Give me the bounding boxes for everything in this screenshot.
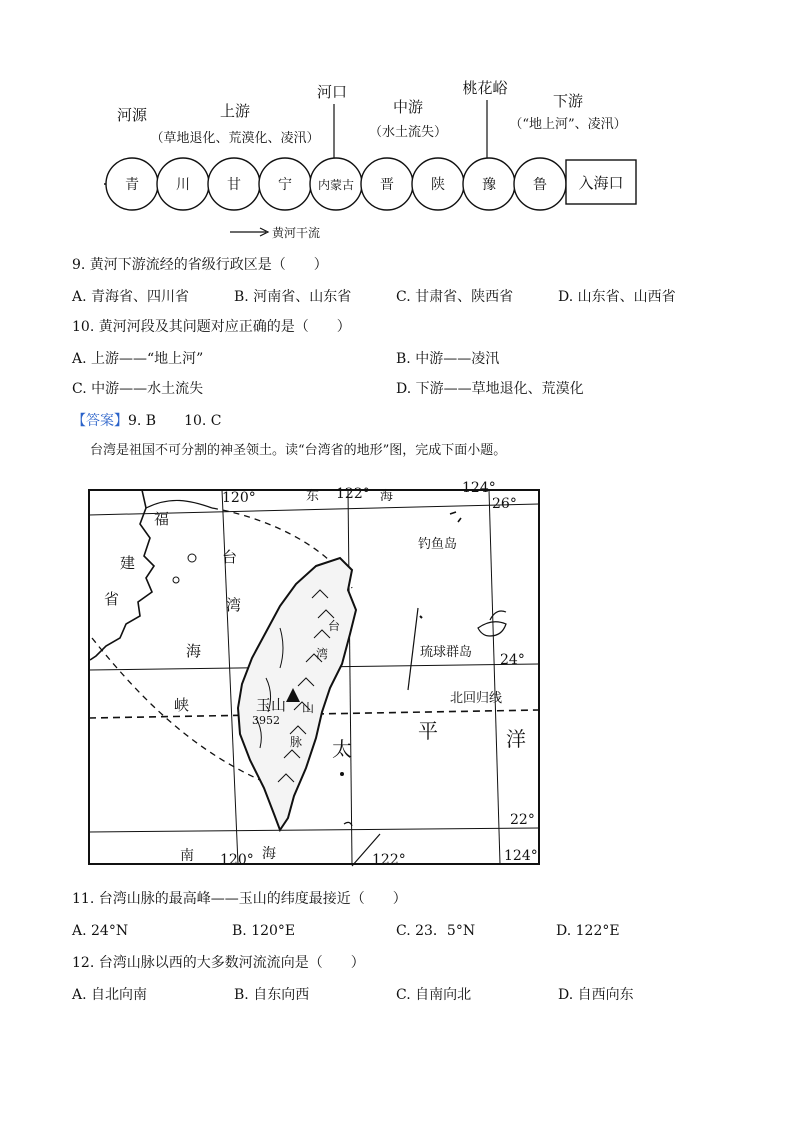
province-label: 鲁 <box>533 177 547 193</box>
q11-option-d: D. 122°E <box>556 923 620 939</box>
east-sea-label-1: 东 <box>306 489 320 504</box>
q11-option-c: C. 23．5°N <box>396 923 476 939</box>
province-circles <box>106 158 566 210</box>
province-label: 宁 <box>278 177 292 193</box>
ocean-label-2: 平 <box>418 719 438 743</box>
ocean-label-3: 洋 <box>506 727 526 751</box>
strait-label-3: 海 <box>186 642 202 660</box>
province-label: 陕 <box>431 177 445 193</box>
q10-option-d: D. 下游——草地退化、荒漠化 <box>396 381 584 397</box>
q12-option-b: B. 自东向西 <box>234 987 310 1003</box>
label-middle-reach-issues: （水土流失） <box>368 125 448 140</box>
q10-option-c: C. 中游——水土流失 <box>72 381 204 397</box>
province-label: 甘 <box>227 177 241 193</box>
strait-label-4: 峡 <box>174 696 190 714</box>
q10-option-a: A. 上游——“地上河” <box>72 351 204 367</box>
lon-top-124: 124° <box>462 480 496 496</box>
lon-bottom-122: 122° <box>372 852 406 868</box>
label-lower-reach-issues: （“地上河”、凌汛） <box>509 117 627 132</box>
q11-option-a: A. 24°N <box>72 923 129 939</box>
sea-mouth-label: 入海口 <box>578 174 624 192</box>
province-label: 青 <box>125 177 139 193</box>
label-middle-reach: 中游 <box>392 98 424 116</box>
yellow-river-diagram <box>90 60 650 250</box>
lon-bottom-124: 124° <box>504 848 538 864</box>
lon-top-120: 120° <box>222 490 256 506</box>
strait-label-1: 台 <box>222 548 238 566</box>
intro-text: 台湾是祖国不可分割的神圣领土。读“台湾省的地形”图，完成下面小题。 <box>90 443 507 458</box>
q9-option-a: A. 青海省、四川省 <box>72 289 190 305</box>
answer-text: 9. B 10. C <box>128 413 222 429</box>
fujian-label-3: 省 <box>104 590 120 608</box>
range-label-2: 湾 <box>316 647 329 661</box>
tropic-label: 北回归线 <box>450 691 503 706</box>
province-label: 川 <box>176 177 190 193</box>
ocean-label-1: 太 <box>332 737 352 761</box>
q9-option-c: C. 甘肃省、陕西省 <box>396 289 514 305</box>
lon-top-122: 122° <box>336 486 370 502</box>
province-label: 内蒙古 <box>317 178 355 192</box>
q9-option-d: D. 山东省、山西省 <box>558 289 676 305</box>
q10-option-b: B. 中游——凌汛 <box>396 351 500 367</box>
question-10-stem: 10. 黄河河段及其问题对应正确的是（ ） <box>72 319 351 335</box>
fujian-label-2: 建 <box>120 554 136 572</box>
question-9-stem: 9. 黄河下游流经的省级行政区是（ ） <box>72 257 328 273</box>
label-taohuayu: 桃花峪 <box>462 79 508 97</box>
q11-option-b: B. 120°E <box>232 923 296 939</box>
taiwan-terrain-map <box>80 478 550 870</box>
q12-option-a: A. 自北向南 <box>72 987 148 1003</box>
question-12-stem: 12. 台湾山脉以西的大多数河流流向是（ ） <box>72 955 365 971</box>
yushan-label: 玉山 <box>256 696 287 714</box>
q9-option-b: B. 河南省、山东省 <box>234 289 352 305</box>
question-11-stem: 11. 台湾山脉的最高峰——玉山的纬度最接近（ ） <box>72 891 407 907</box>
yushan-elevation: 3952 <box>252 714 280 727</box>
q12-option-c: C. 自南向北 <box>396 987 472 1003</box>
ryukyu-label: 琉球群岛 <box>420 645 473 660</box>
province-label: 晋 <box>380 177 394 193</box>
south-sea-label-2: 海 <box>262 846 276 862</box>
strait-label-2: 湾 <box>226 596 242 614</box>
diaoyu-label: 钓鱼岛 <box>418 537 458 552</box>
east-sea-label-2: 海 <box>380 489 394 504</box>
province-label: 豫 <box>482 177 496 193</box>
label-upper-reach: 上游 <box>219 102 251 120</box>
label-lower-reach: 下游 <box>552 92 584 110</box>
label-river-source: 河源 <box>116 106 148 124</box>
lat-22: 22° <box>510 812 535 828</box>
lat-26: 26° <box>492 496 517 512</box>
lat-24: 24° <box>500 652 525 668</box>
answer-tag: 【答案】 <box>72 413 128 429</box>
range-label-3: 山 <box>302 701 315 715</box>
lon-bottom-120: 120° <box>220 852 254 868</box>
label-hekou: 河口 <box>316 83 348 101</box>
q12-option-d: D. 自西向东 <box>558 987 634 1003</box>
range-label-1: 台 <box>328 619 341 633</box>
fujian-label-1: 福 <box>154 510 170 528</box>
range-label-4: 脉 <box>290 735 303 749</box>
label-upper-reach-issues: （草地退化、荒漠化、凌汛） <box>150 131 320 146</box>
answer-line-1 <box>72 412 222 430</box>
arrow-caption: 黄河干流 <box>272 226 321 240</box>
south-sea-label-1: 南 <box>180 848 194 864</box>
